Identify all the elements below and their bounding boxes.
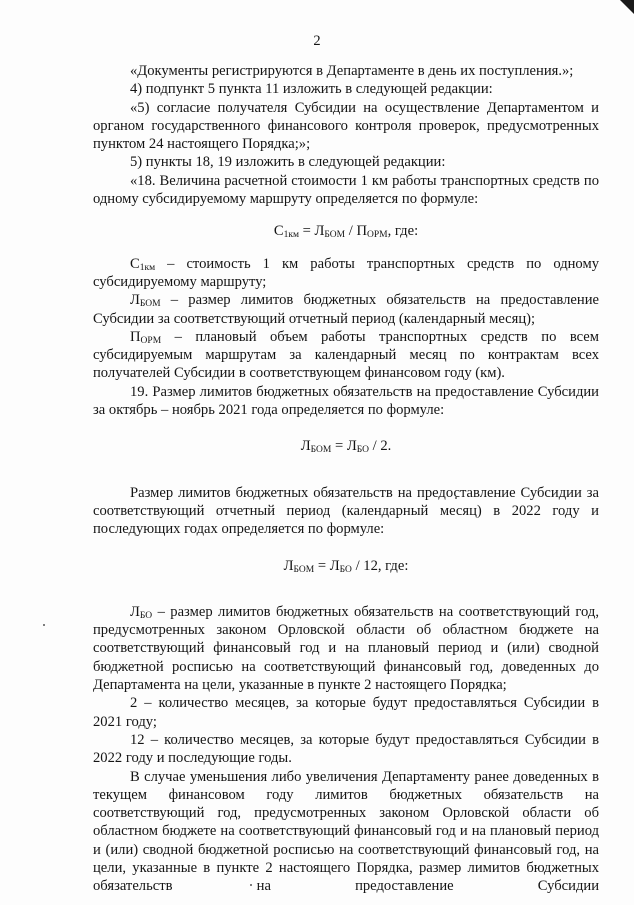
definition-paragraph: $Л_{БОМ}$ – размер лимитов бюджетных обязательств на предоставление Субсидии за соответствующий отчетный период (календарный месяц);: [93, 292, 599, 327]
paragraph: 2 – количество месяцев, за которые будут предоставляться Субсидии в 2021 году;: [93, 695, 599, 730]
paragraph: 5) пункты 18, 19 изложить в следующей редакции:: [130, 154, 446, 171]
document-body: [93, 62, 599, 896]
formula-limits-2022: $Л_{БОМ} = Л_{БО} / 12$, где:: [283, 557, 409, 575]
definition-paragraph: $Л_{БО}$ – размер лимитов бюджетных обязательств на соответствующий год, предусмотренных законом Орловской области об областном бюджете на соответствующий финансовый год и на плановый период и (или) сводной бюджетной росписью на соответствующий финансовый год, доведенных до Департамента на цели, указанные в пункте 2 настоящего Порядка;: [93, 603, 599, 694]
paragraph: В случае уменьшения либо увеличения Департаменту ранее доведенных в текущем финансовом году лимитов бюджетных обязательств на соответствующий год, предусмотренных законом Орловской области об областном бюджете на соответствующий финансовый год и на плановый период и (или) сводной бюджетной росписью на соответствующий финансовый год, на цели, указанные в пункте 2 настоящего Порядка, размер лимитов бюджетных обязательств на предоставление Субсидии: [93, 768, 599, 895]
paragraph: 19. Размер лимитов бюджетных обязательств на предоставление Субсидии за октябрь – ноябрь 2021 года определяется по формуле:: [93, 383, 599, 419]
definition-paragraph: $С_{1км}$ – стоимость 1 км работы транспортных средств по одному субсидируемому маршруту;: [93, 255, 599, 290]
paragraph: 12 – количество месяцев, за которые будут предоставляться Субсидии в 2022 году и последующие годы.: [93, 731, 599, 767]
formula-limits-2021: $Л_{БОМ} = Л_{БО} / 2$.: [300, 438, 392, 456]
page-number: 2: [313, 33, 321, 49]
scan-corner-mark: [620, 0, 634, 14]
paragraph: Размер лимитов бюджетных обязательств на предоставление Субсидии за соответствующий отчетный период (календарный месяц) в 2022 году и последующих годах определяется по формуле:: [93, 484, 599, 538]
paragraph: «5) согласие получателя Субсидии на осуществление Департаментом и органом государственного финансового контроля проверок, предусмотренных пунктом 24 настоящего Порядка;»;: [93, 99, 599, 153]
paragraph: «Документы регистрируются в Департаменте в день их поступления.»;: [130, 63, 574, 79]
paragraph: «18. Величина расчетной стоимости 1 км работы транспортных средств по одному субсидируемому маршруту определяется по формуле:: [93, 172, 599, 208]
formula-cost-per-km: $С_{1км} = Л_{БОМ} / П_{ОРМ}$, где:: [273, 223, 419, 241]
definition-paragraph: $П_{ОРМ}$ – плановый объем работы транспортных средств по всем субсидируемым маршрутам за календарный месяц по контрактам всех получателей Субсидии в соответствующем финансовом году (км).: [93, 328, 599, 382]
paragraph: 4) подпункт 5 пункта 11 изложить в следующей редакции:: [130, 81, 493, 98]
scan-speck: [43, 624, 45, 626]
